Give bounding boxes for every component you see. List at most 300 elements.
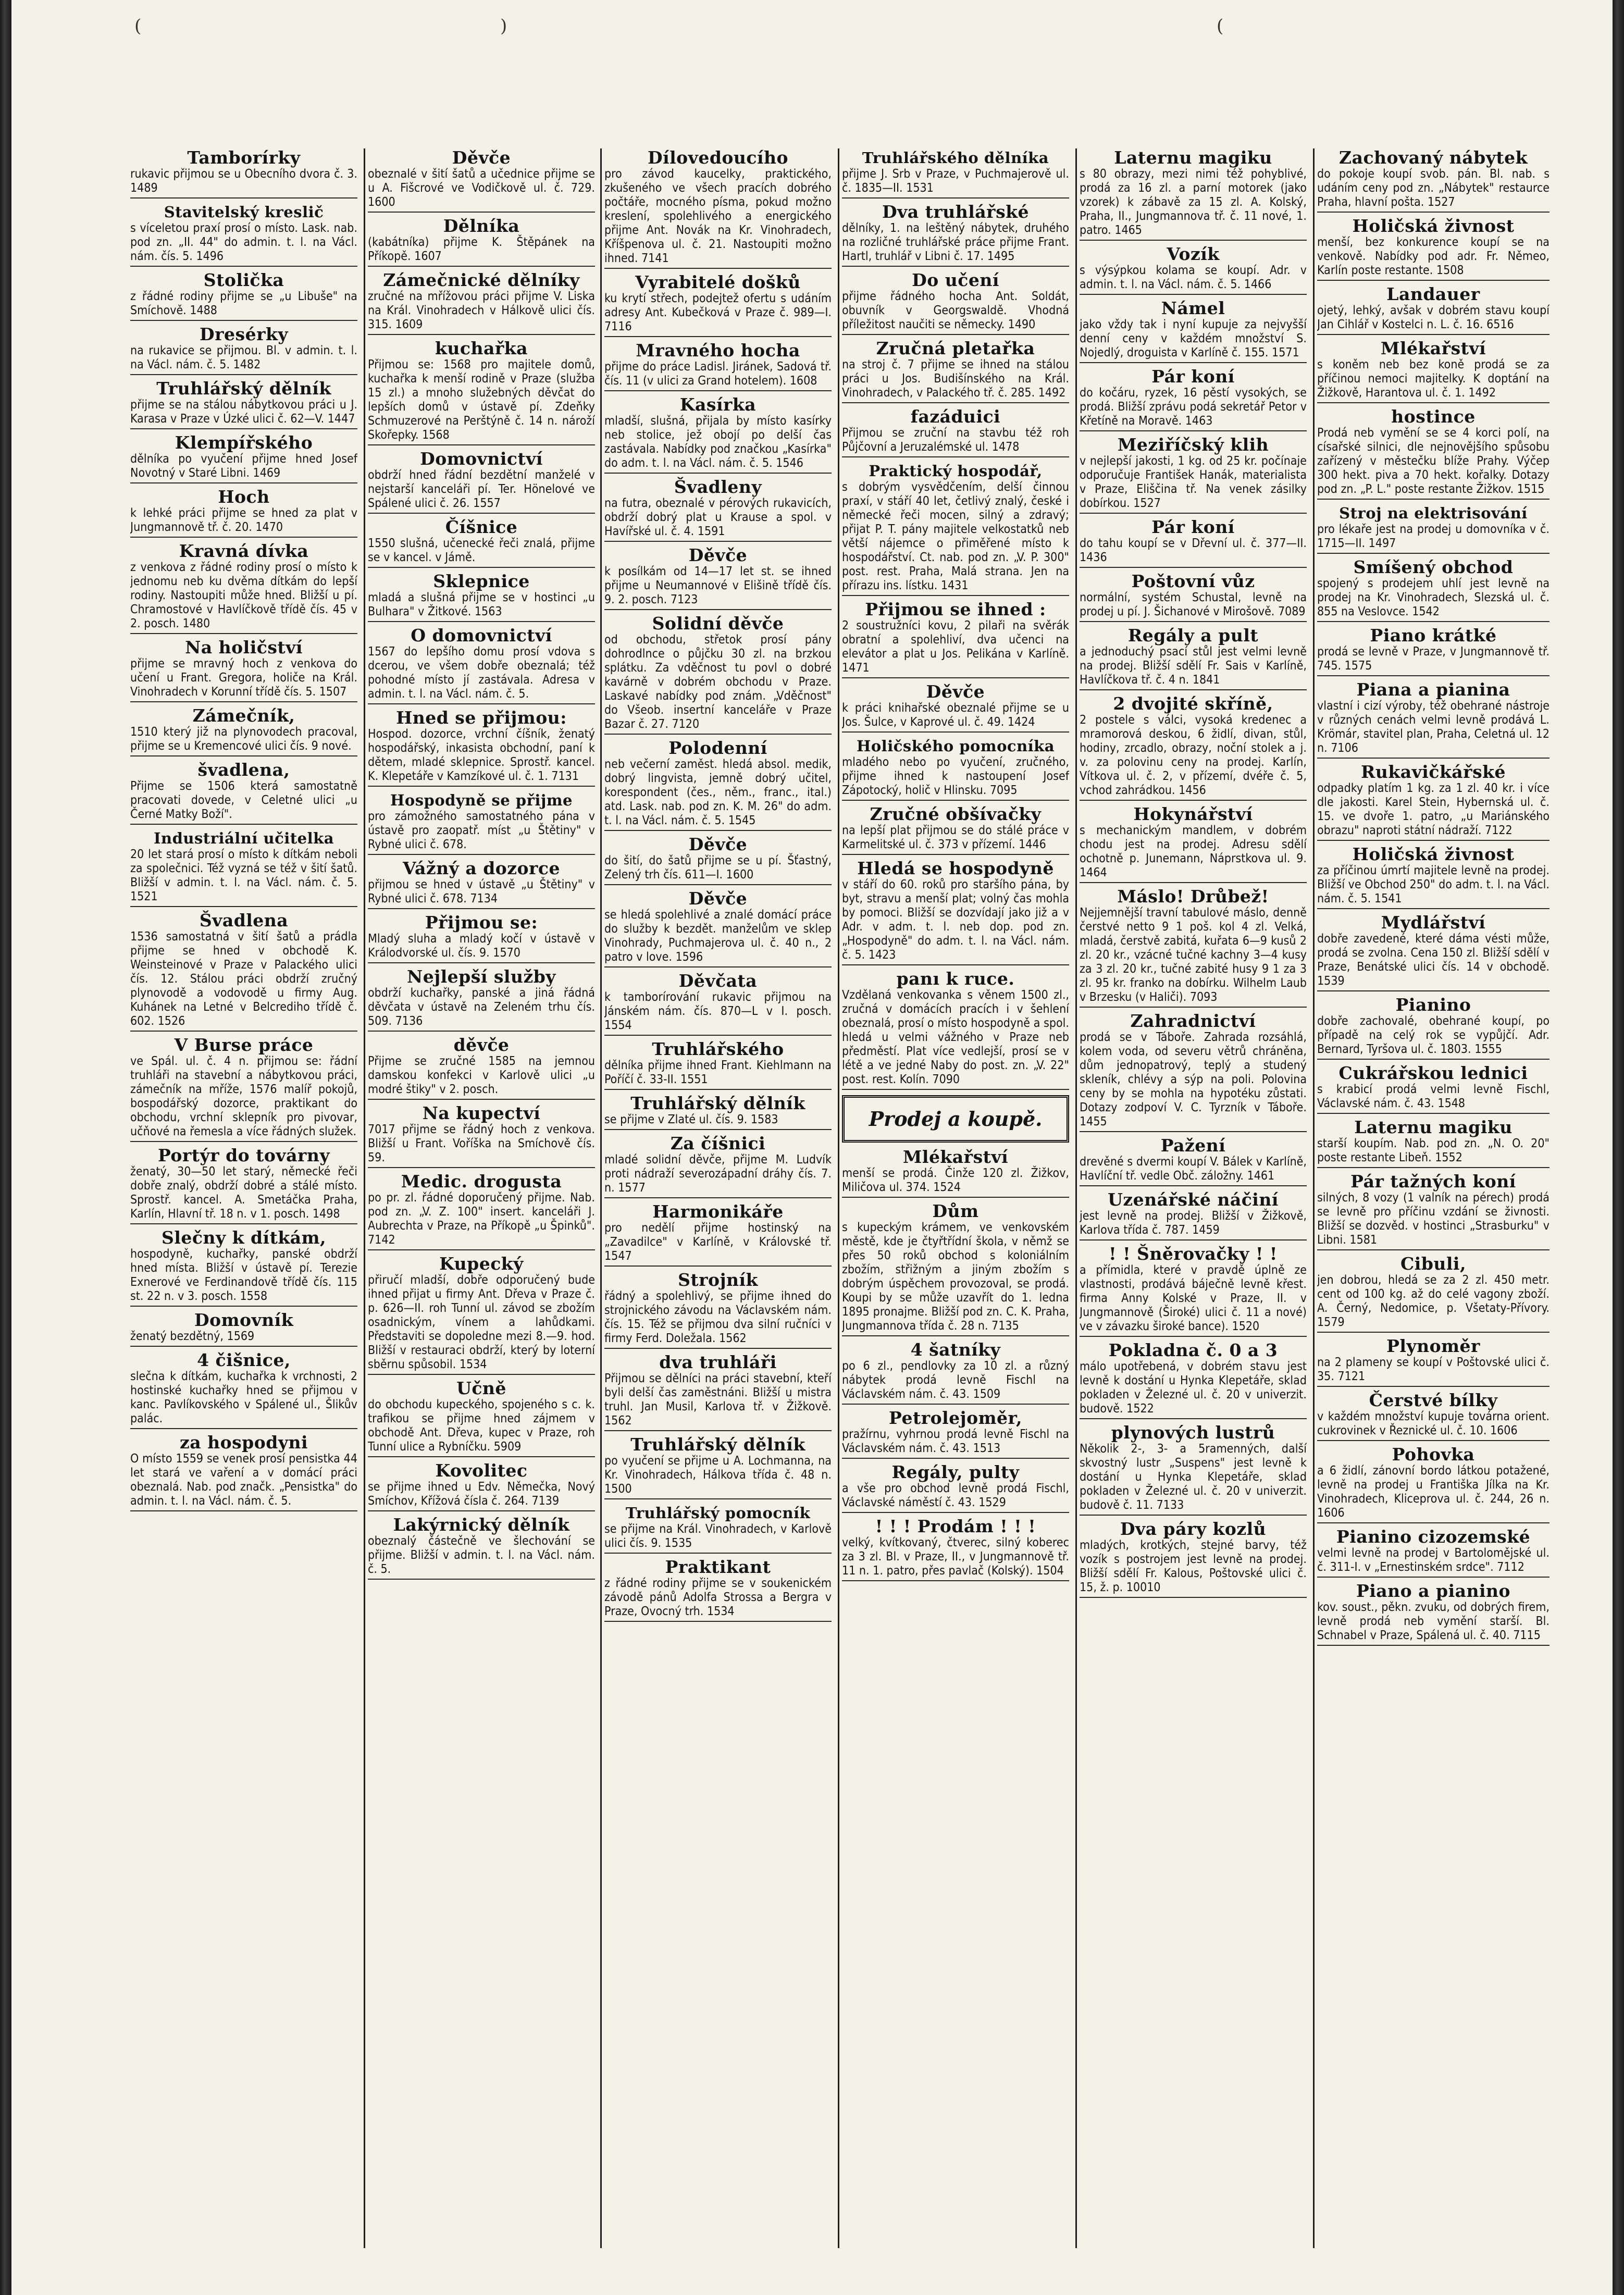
classified-ad — [130, 706, 357, 756]
ad-heading: Harmonikáře — [652, 1201, 784, 1222]
ad-separator — [368, 513, 595, 514]
ad-text: obdrží kuchařky, panské a jiná řádná děvčata v ústavě na Zeleném trhu čís. 509. 7136 — [368, 986, 595, 1028]
classified-ad — [130, 1311, 357, 1347]
classified-ad — [1317, 217, 1549, 281]
ad-text: 1550 slušná, učenecké řeči znalá, přijme se v kancel. v Jámě. — [368, 537, 595, 564]
classified-ad — [1317, 1528, 1549, 1578]
ad-heading: Děvče — [688, 834, 748, 854]
classified-ad — [368, 572, 595, 622]
ad-heading: Čerstvé bílky — [1369, 1390, 1498, 1410]
ad-heading: Polodenní — [668, 738, 767, 758]
ad-text: starší koupím. Nab. pod zn. „N. O. 20" poste restante Libeň. 1552 — [1317, 1137, 1549, 1164]
ad-heading: Hledá se hospodyně — [857, 858, 1054, 878]
ad-text: do tahu koupí se v Dřevní ul. č. 377—II. 1436 — [1080, 537, 1307, 564]
classified-ad — [1080, 1520, 1307, 1598]
ad-text: mladých, krotkých, stejné barvy, též vozík s postrojem jest levně na prodej. Bližší sdělí Fr. Kalous, Poštovské ulici č. 15, ž. p. 10010 — [1080, 1539, 1307, 1594]
classified-ad — [842, 1517, 1069, 1581]
ad-separator — [1080, 1239, 1307, 1240]
ad-separator — [842, 1335, 1069, 1336]
classified-ad — [842, 859, 1069, 965]
ad-separator — [604, 1197, 832, 1198]
ad-heading: O domovnictví — [411, 625, 552, 646]
classified-ad — [1317, 1255, 1549, 1333]
ad-heading: Vozík — [1167, 244, 1220, 264]
ad-separator — [842, 1089, 1069, 1090]
classified-ad — [1317, 1391, 1549, 1441]
ad-text: Prodá neb vymění se se 4 korci polí, na císařské silnici, dle nejnovějšího spůsobu zařízený v městečku blíže Prahy. Výčep 300 hekt. piva a 70 hekt. kořalky. Dotazy pod zn. „P. L." poste restante Žižkov. 1515 — [1317, 426, 1549, 496]
ad-heading: panı k ruce. — [896, 969, 1015, 989]
ad-heading: Piano krátké — [1370, 625, 1497, 646]
ad-separator — [842, 595, 1069, 596]
ad-text: 7017 přijme se řádný hoch z venkova. Bližší u Frant. Voříška na Smíchově čís. 59. — [368, 1123, 595, 1164]
ad-heading: Cibuli, — [1400, 1254, 1466, 1274]
ad-separator — [842, 854, 1069, 855]
classified-ad — [842, 1202, 1069, 1336]
ad-text: Nejjemnější travní tabulové máslo, denně čerstvé netto 9 1 poš. kol 4 zl. Velká, mladá, čerstvě zabitá, kuřata 6—9 kusů 2 zl. 20 kr., vzácné tučné kachny 3—4 kusy za 3 zl. 20 kr., tučné zabité husy 9 1 za 3 zl. 95 kr. franko na dobírku. Wilhelm Laub v Brzesku (v Haliči). 7093 — [1080, 906, 1307, 1004]
classified-ad — [368, 1516, 595, 1580]
ad-text: drevěné s dvermi koupí V. Bálek v Karlíně, Havlíční tř. vedle Obč. záložny. 1461 — [1080, 1155, 1307, 1183]
ad-heading: Laternu magiku — [1354, 1117, 1513, 1137]
classified-ad — [130, 1229, 357, 1307]
ad-heading: Nejlepší služby — [407, 966, 556, 987]
page-edge-right — [1613, 0, 1624, 2295]
classified-ad — [604, 1202, 832, 1267]
ad-separator — [1317, 908, 1549, 909]
ad-text: a vše pro obchod levně prodá Fischl, Václavské náměstí č. 43. 1529 — [842, 1482, 1069, 1509]
ad-heading: Poštovní vůz — [1131, 571, 1255, 591]
ad-heading: Zručná pletařka — [876, 338, 1035, 358]
ad-text: pro nedělí přijme hostinský na „Zavadilce" v Karlíně, v Královské tř. 1547 — [604, 1221, 832, 1263]
ad-separator — [368, 266, 595, 267]
ad-text: a přímidla, které v pravdě úplně ze vlastnosti, prodává báječně levně křest. firma Anny Kolské v Praze, II. v Jungmannově (Široké) ulici č. 11 a nové) ve v závazku široké bance). 1520 — [1080, 1263, 1307, 1333]
ad-separator — [1080, 567, 1307, 568]
ad-heading: Industriální učitelka — [153, 829, 334, 847]
ad-text: na futra, obeznalé v pérových rukavicích, obdrží dobrý plat u Krause a spol. v Havířské ul. č. 4. 1591 — [604, 497, 832, 538]
ad-separator — [1080, 1418, 1307, 1419]
ad-text: obdrží hned řádní bezdětní manželé v nejstarší kanceláři pí. Ter. Hönelové ve Spálené ulici č. 26. 1557 — [368, 468, 595, 510]
ad-text: 2 soustružníci kovu, 2 pilaři na svěrák obratní a spolehliví, dva učenci na elevátor a plat u Jos. Pelikána v Karlíně. 1471 — [842, 619, 1069, 675]
classified-ad — [1080, 299, 1307, 363]
ad-heading: Učně — [456, 1378, 506, 1398]
ad-heading: Děvče — [688, 545, 748, 565]
ad-heading: Praktikant — [665, 1557, 771, 1577]
ad-heading: Zámečník, — [192, 705, 295, 726]
classified-ad — [130, 271, 357, 321]
ad-separator — [604, 268, 832, 269]
ad-text: obeznalé v šití šatů a učednice přijme se u A. Fišcrové ve Vodičkově ul. č. 729. 1600 — [368, 167, 595, 209]
ad-separator — [1080, 1185, 1307, 1186]
ad-text: řádný a spolehlivý, se přijme ihned do strojnického závodu na Václavském nám. čís. 15. Též se přijmou dva silní ručníci v firmy Ferd. Doležala. 1562 — [604, 1289, 832, 1345]
ad-separator — [1080, 240, 1307, 241]
ad-heading: Dům — [932, 1201, 979, 1221]
ad-separator — [604, 830, 832, 831]
classified-ad — [130, 203, 357, 267]
ad-separator — [1317, 212, 1549, 213]
column-rule — [1075, 148, 1077, 2248]
ad-heading: Petrolejoměr, — [889, 1408, 1022, 1428]
ad-text: pro lékaře jest na prodej u domovníka v č. 1715—II. 1497 — [1317, 523, 1549, 550]
ad-separator — [842, 1580, 1069, 1581]
page-mark-mid: ) — [500, 16, 507, 36]
classified-ad — [1317, 680, 1549, 759]
classified-column-6 — [1317, 148, 1549, 2248]
ad-separator — [1317, 1332, 1549, 1333]
ad-heading: Truhlářský dělník — [630, 1434, 805, 1455]
ad-heading: Máslo! Drůbež! — [1117, 886, 1269, 907]
ad-separator — [1317, 1645, 1549, 1646]
ad-text: hospodyně, kuchařky, panské obdrží hned místa. Bližší v ústavě pí. Terezie Exnerové ve Ferdinandově třídě čís. 115 st. 22 n. v 3. posch. 1558 — [130, 1247, 357, 1303]
ad-separator — [130, 701, 357, 702]
ad-separator — [604, 1430, 832, 1431]
ad-heading: Lakýrnický dělník — [393, 1515, 570, 1535]
ad-text: odpadky platím 1 kg. za 1 zl. 40 kr. i více dle jakosti. Karel Stein, Hybernská ul. č. 15. ve dvoře 1. patro, „u Mariánského obrazu" naproti státní nádraží. 7122 — [1317, 781, 1549, 837]
ad-separator — [1080, 882, 1307, 883]
ad-heading: Zachovaný nábytek — [1338, 148, 1528, 168]
classified-ad — [1080, 1423, 1307, 1516]
ad-heading: Stolička — [203, 270, 284, 290]
ad-heading: Solidní děvče — [652, 613, 784, 634]
ad-heading: Piano a pianino — [1356, 1581, 1511, 1601]
ad-separator — [1317, 1059, 1549, 1060]
ad-text: dělníka po vyučení přijme hned Josef Novotný v Staré Libni. 1469 — [130, 452, 357, 480]
classified-ad — [604, 341, 832, 391]
ad-separator — [368, 962, 595, 963]
ad-separator — [842, 1458, 1069, 1459]
ad-heading: Hokynářství — [1133, 804, 1253, 824]
ad-text: pro zámožného samostatného pána v ústavě pro zaopatř. míst „u Štětiny" v Rybné ulici č. 678. — [368, 810, 595, 851]
ad-heading: Hned se přijmou: — [396, 708, 567, 728]
ad-text: ku krytí střech, podejtež ofertu s udáním adresy Ant. Kubečková v Praze č. 989—I. 7116 — [604, 292, 832, 333]
ad-separator — [368, 1167, 595, 1168]
ad-heading: Truhlářského dělníka — [862, 149, 1049, 167]
ad-text: se přijme na Král. Vinohradech, v Karlově ulici čís. 9. 1535 — [604, 1522, 832, 1550]
ad-separator — [1317, 990, 1549, 991]
ad-separator — [604, 541, 832, 542]
classified-ad — [1080, 518, 1307, 568]
classified-ad — [1317, 339, 1549, 403]
ad-text: s dobrým vysvědčením, delší činnou praxí, v stáří 40 let, četlivý znalý, české i německé řeči mocen, silný a zdravý; přijat P. T. pány majitele velkostatků neb větší nájemce o přiměřené místo k hospodářství. Ct. nab. pod zn. „V. P. 300" post. rest. Praha, Malá strana. Jen na přírazu ins. lístku. 1431 — [842, 480, 1069, 592]
ad-text: obeznalý částečně ve šlechování se přijme. Bližší v admin. t. l. na Václ. nám. č. 5. — [368, 1534, 595, 1576]
classified-ad — [604, 889, 832, 967]
ad-separator — [130, 197, 357, 199]
classified-ad — [842, 1148, 1069, 1198]
ad-heading: Dílovedoucího — [647, 148, 789, 168]
ad-heading: Přijmou se: — [425, 912, 538, 933]
classified-ad — [368, 626, 595, 704]
ad-separator — [604, 336, 832, 337]
classified-ad — [1317, 504, 1549, 554]
classified-ad — [1317, 1118, 1549, 1168]
ad-heading: Meziříčský klih — [1117, 435, 1269, 455]
classified-ad — [842, 148, 1069, 199]
classified-ad — [604, 739, 832, 831]
ad-heading: Plynoměr — [1386, 1336, 1480, 1356]
ad-text: kov. soust., pěkn. zvuku, od dobrých firem, levně prodá neb vymění starší. Bl. Schnabel v Praze, Spálená ul. č. 40. 7115 — [1317, 1601, 1549, 1642]
ad-heading: Pár koní — [1151, 517, 1235, 537]
classified-ad — [1080, 1245, 1307, 1337]
ad-text: ženatý, 30—50 let starý, německé řeči dobře znalý, obdrží dobré a stálé místo. Sprostř. kancel. A. Smetáčka Praha, Karlín, Hlavní tř. 18 n. v 1. posch. 1498 — [130, 1165, 357, 1221]
classified-ad — [368, 271, 595, 335]
column-rule — [600, 148, 602, 2248]
classified-ad — [368, 1255, 595, 1375]
classified-ad — [1317, 1064, 1549, 1114]
classified-ad — [1080, 572, 1307, 622]
ad-separator — [1080, 362, 1307, 363]
ad-heading: Kasírka — [679, 394, 757, 415]
classified-ad — [842, 1409, 1069, 1459]
ad-text: 1510 který již na plynovodech pracoval, přijme se u Kremencové ulici čís. 9 nové. — [130, 725, 357, 753]
ad-text: na 2 plameny se koupí v Poštovské ulici č. 35. 7121 — [1317, 1356, 1549, 1383]
classified-ad — [1080, 1341, 1307, 1419]
ad-text: s výsýpkou kolama se koupí. Adr. v admin. t. l. na Václ. nám. č. 5. 1466 — [1080, 264, 1307, 291]
ad-separator — [1080, 513, 1307, 514]
ad-heading: Zámečnické dělníky — [383, 270, 580, 290]
ad-text: Vzdělaná venkovanka s věnem 1500 zl., zručná v domácích pracích i v šehlení obeznalá, prosí o místo hospodyně a spol. hledá u velmi vážného v Praze neb předměstí. Plat více vedlejší, prosí se v létě a ve jedné Naby do post. zn. „V. 22" post. rest. Kolín. 7090 — [842, 988, 1069, 1086]
ad-heading: Truhlářský dělník — [630, 1093, 805, 1113]
classified-ad — [842, 462, 1069, 596]
ad-text: pro závod kaucelky, praktického, zkušeného ve všech pracích dobrého počtáře, mocného písma, pokud možno kreslení, spolehlivého a energického přijme Ant. Novák na Kr. Vinohradech, Kříšpenova ul. č. 21. Nastoupiti možno ihned. 7141 — [604, 167, 832, 265]
ad-separator — [1080, 689, 1307, 690]
classified-ad — [130, 379, 357, 429]
ad-heading: Rukavičkářské — [1360, 762, 1506, 782]
ad-separator — [368, 1510, 595, 1511]
ad-text: jest levně na prodej. Bližší v Žižkově, Karlova třída č. 787. 1459 — [1080, 1209, 1307, 1237]
ad-separator — [368, 1249, 595, 1250]
ad-separator — [1080, 294, 1307, 295]
classified-ad — [1317, 407, 1549, 500]
ad-text: s mechanickým mandlem, v dobrém chodu jest na prodej. Adresu sdělí ochotně p. Junemann, Náprstkova ul. 9. 1464 — [1080, 824, 1307, 879]
ad-separator — [1317, 621, 1549, 622]
ad-text: prodá se levně v Praze, v Jungmannově tř. 745. 1575 — [1317, 645, 1549, 673]
ad-separator — [842, 1404, 1069, 1405]
ad-separator — [1317, 840, 1549, 841]
ad-separator — [842, 266, 1069, 267]
ad-heading: Na holičství — [185, 637, 303, 658]
ad-text: velký, kvítkovaný, čtverec, silný koberec za 3 zl. Bl. v Praze, II., v Jungmannově tř. 11 n. 1. patro, přes pavlač (Kolský). 1504 — [842, 1536, 1069, 1578]
classified-ad — [368, 1461, 595, 1511]
ad-heading: Kravná dívka — [179, 541, 309, 561]
ad-separator — [368, 1579, 595, 1580]
ad-text: k práci knihařské obeznalé přijme se u Jos. Šulce, v Kaprové ul. č. 49. 1424 — [842, 701, 1069, 729]
ad-text: Přijme se zručné 1585 na jemnou damskou konfekci v Karlově ulici „u modré štiky" v 2. posch. — [368, 1055, 595, 1096]
ad-heading: Číšnice — [445, 517, 518, 537]
ad-text: Hospod. dozorce, vrchní číšník, ženatý hospodářský, inkasista obchodní, paní k dětem, mladé sklepnice. Sprostř. kancel. K. Klepetáře v Kamzíkové ul. č. 1. 7131 — [368, 727, 595, 783]
ad-text: 1567 do lepšího domu prosí vdova s dcerou, ve všem dobře obeznalá; též pohodné místo jí zastávala. Adresa v admin. t. l. na Václ. nám. č. 5. — [368, 645, 595, 701]
ad-text: za příčinou úmrtí majitele levně na prodej. Bližší ve Obchod 250" do adm. t. l. na Václ. nám. č. 5. 1541 — [1317, 864, 1549, 905]
ad-heading: Holičská živnost — [1352, 216, 1515, 236]
ad-separator — [604, 1266, 832, 1267]
classified-ad — [368, 1036, 595, 1100]
ad-text: málo upotřebená, v dobrém stavu jest levně k dostání u Hynka Klepetáře, sklad pokladen v Železné ul. č. 20 v univerzit. budově. 1522 — [1080, 1360, 1307, 1416]
ad-text: v stáří do 60. roků pro staršího pána, by byt, stravu a menší plat; volný čas mohla by pomoci. Bližší se dozvídají jako již a v Adr. v adm. t. l. neb dop. pod zn. „Hospodyně" do adm. t. l. na Václ. nám. č. 5. 1423 — [842, 878, 1069, 962]
ad-text: mladé solidní děvče, přijme M. Ludvík proti nádraží severozápadní dráhy čís. 7. n. 1577 — [604, 1153, 832, 1195]
classified-ad — [1080, 367, 1307, 431]
classified-ad — [1317, 626, 1549, 676]
ad-separator — [604, 390, 832, 391]
ad-heading: Hospodyně se přijme — [390, 791, 573, 809]
ad-separator — [368, 908, 595, 909]
ad-text: po pr. zl. řádné doporučený přijme. Nab. pod zn. „V. Z. 100" insert. kanceláři J. Aubrechta v Praze, na Příkopě „u Špinků". 7142 — [368, 1191, 595, 1247]
ad-heading: Dva truhlářské — [882, 202, 1030, 222]
ad-separator — [604, 1498, 832, 1499]
classified-ad — [1080, 1190, 1307, 1240]
classified-ad — [130, 1433, 357, 1511]
ad-heading: Švadlena — [199, 910, 289, 931]
ad-text: a jednoduchý psací stůl jest velmi levně na prodej. Bližší sdělí Fr. Sais v Karlíně, Havlíčkova tř. č. 4 n. 1841 — [1080, 645, 1307, 687]
ad-text: přijmou se hned v ústavě „u Štětiny" v Rybné ulici č. 678. 7134 — [368, 878, 595, 905]
ad-heading: dva truhláři — [659, 1352, 777, 1372]
classified-ad — [130, 829, 357, 907]
ad-separator — [604, 1348, 832, 1349]
ad-separator — [1317, 1249, 1549, 1250]
ad-text: na lepší plat přijmou se do stálé práce v Karmelitské ul. č. 373 v přízemí. 1446 — [842, 824, 1069, 851]
ad-heading: Truhlářský dělník — [156, 378, 331, 399]
ad-heading: Kupecký — [439, 1254, 524, 1274]
ad-heading: Za číšnici — [670, 1133, 766, 1153]
ad-heading: Pianino — [1395, 995, 1471, 1015]
ad-heading: Vážný a dozorce — [402, 858, 561, 878]
classified-ad — [130, 148, 357, 199]
ad-separator — [604, 1553, 832, 1554]
ad-separator — [842, 677, 1069, 678]
ad-text: slečna k dítkám, kuchařka k vrchnosti, 2 hostinské kuchařky hned se přijmou v kanc. Pavlíkovského v Spálené ul., Šlikův palác. — [130, 1370, 357, 1425]
ad-separator — [604, 966, 832, 967]
ad-separator — [1317, 1386, 1549, 1387]
ad-text: 20 let stará prosí o místo k dítkám neboli za společnici. Též vyzná se též v šití šatů. Bližší v admin. t. l. na Václ. nám. č. 5. 1521 — [130, 848, 357, 903]
classified-ad — [130, 761, 357, 825]
classified-ad — [1080, 805, 1307, 883]
ad-text: spojený s prodejem uhlí jest levně na prodej na Kr. Vinohradech, Slezská ul. č. 855 na Veslovce. 1542 — [1317, 577, 1549, 618]
ad-text: s kupeckým krámem, ve venkovském městě, kde je čtyřtřídní škola, v němž se přes 50 roků obchod s koloniálním zbožím, střižným a jiným zbožím s dobrým úspěchem provozoval, se prodá. Koupi by se může uzavřít do 1. ledna 1895 pronajme. Bližší pod zn. C. K. Praha, Jungmannova třída č. 28 n. 7135 — [842, 1221, 1069, 1333]
ad-heading: Domovník — [194, 1310, 294, 1330]
page-mark-left: ( — [134, 16, 142, 36]
ad-heading: Děvče — [688, 888, 748, 909]
ad-heading: Sklepnice — [433, 571, 530, 591]
ad-heading: Hoch — [218, 487, 270, 507]
classified-ad — [604, 972, 832, 1036]
ad-text: Několik 2-, 3- a 5ramenných, další skvostný lustr „Suspens" jest levně k dostání u Hynka Klepetáře, sklad pokladen v Železné ul. č. 20 v univerzit. budově č. 11. 7133 — [1080, 1442, 1307, 1512]
classified-ad — [1080, 1012, 1307, 1132]
classified-ad — [1317, 1337, 1549, 1387]
ad-separator — [1317, 1522, 1549, 1523]
ad-heading: kuchařka — [435, 338, 528, 358]
ad-text: se hledá spolehlivé a znalé domácí práce do služby k bezdět. manželům ve sklep Vinohrady, Puchmajerova ul. č. 40 n., 2 patro v love. 1596 — [604, 908, 832, 964]
ad-separator — [1317, 1440, 1549, 1441]
ad-heading: Regály a pult — [1127, 625, 1259, 646]
classified-ad — [604, 1134, 832, 1198]
ad-separator — [130, 1031, 357, 1032]
classified-ad — [604, 1271, 832, 1349]
ad-heading: Regály, pulty — [891, 1462, 1020, 1482]
ad-heading: ! ! Šněrovačky ! ! — [1109, 1244, 1278, 1264]
ad-heading: Dva páry kozlů — [1120, 1519, 1267, 1539]
ad-text: pražírnu, vyhrnou prodá levně Fischl na Václavském nám. č. 43. 1513 — [842, 1428, 1069, 1455]
ad-text: s koněm neb bez koně prodá se za příčinou nemoci majitelky. K doptání na Žižkově, Harantova ul. č. 1. 1492 — [1317, 358, 1549, 400]
ad-text: prodá se v Táboře. Zahrada rozsáhlá, kolem voda, od severu větrů chráněna, dům jednopatrový, teplý a studený skleník, chlévy a sýp na poli. Polovina ceny by se mohla na hypotéku zůstati. Dotazy zodpoví V. C. Tyrzník v Táboře. 1455 — [1080, 1031, 1307, 1128]
ad-text: od obchodu, střetok prosí pány dohrodlnce o půjčku 30 zl. na brzkou splátku. Za vděčnost tu povl o dobré kavárně v dobrém obchodu v Praze. Laskavé nabídky pod znám. „Vděčnost" do Všeob. insertní kanceláře v Praze Bazar č. 27. 7120 — [604, 633, 832, 731]
classified-column-1 — [130, 148, 357, 2248]
ad-heading: Truhlářský pomocník — [625, 1504, 811, 1522]
classified-ad — [368, 1172, 595, 1250]
classified-ad — [1080, 887, 1307, 1008]
ad-heading: Vyrabitelé došků — [635, 272, 801, 292]
classified-ad — [130, 1351, 357, 1429]
ad-heading: Tamborírky — [187, 148, 301, 168]
ad-separator — [1080, 1336, 1307, 1337]
ad-heading: Mlékařství — [1380, 338, 1486, 358]
ad-text: dělníky, 1. na leštěný nábytek, druhého na rozličné truhlářské práce přijme Frant. Hartl, truhlář v Libni č. 17. 1495 — [842, 221, 1069, 263]
ad-separator — [1080, 800, 1307, 801]
classified-ad — [130, 911, 357, 1032]
ad-separator — [842, 1197, 1069, 1198]
ad-heading: Na kupectví — [422, 1103, 541, 1123]
classified-ad — [368, 913, 595, 963]
ad-heading: Domovnictví — [420, 449, 543, 469]
ad-separator — [604, 1129, 832, 1130]
ad-text: (kabátníka) přijme K. Štěpánek na Příkopě. 1607 — [368, 235, 595, 263]
ad-separator — [368, 1456, 595, 1457]
ad-separator — [842, 334, 1069, 335]
ad-text: k lehké práci přijme se hned za plat v Jungmannově tř. č. 20. 1470 — [130, 506, 357, 534]
ad-text: silných, 8 vozy (1 valník na pérech) prodá se levně pro příčinu vzdání se živnosti. Bližší se dozvěd. v hostinci „Strasburku" v Libni. 1581 — [1317, 1191, 1549, 1247]
ad-text: přijme řádného hocha Ant. Soldát, obuvník v Georgswaldě. Vhodná příležitost naučiti se německy. 1490 — [842, 290, 1069, 331]
ad-text: dělníka přijme ihned Frant. Kiehlmann na Poříčí č. 33-II. 1551 — [604, 1059, 832, 1086]
classified-ad — [842, 737, 1069, 801]
ad-text: se přijme ihned u Edv. Němečka, Nový Smíchov, Křížová čísla č. 264. 7139 — [368, 1480, 595, 1508]
ad-separator — [130, 374, 357, 375]
ad-text: Přijmou se zruční na stavbu též roh Půjčovní a Jeruzalémské ul. 1478 — [842, 426, 1069, 454]
classified-column-5 — [1080, 148, 1307, 2248]
ad-separator — [1317, 553, 1549, 554]
ad-text: z řádné rodiny přijme se „u Libuše" na Smíchově. 1488 — [130, 290, 357, 317]
classified-ad — [1080, 245, 1307, 295]
ad-text: k posílkám od 14—17 let st. se ihned přijme u Neumannové v Elišině třídě čís. 9. 2. posch. 7123 — [604, 565, 832, 606]
classified-ad — [130, 1146, 357, 1224]
classified-ad — [1317, 1582, 1549, 1646]
classified-ad — [368, 518, 595, 568]
ad-text: 1536 samostatná v šití šatů a prádla přijme se hned v obchodě K. Weinsteinové v Praze v Palackého ulici čís. 12. Stálou práci obdrží zručný plynovodě a vodovodě u firmy Aug. Kuhánek na Letné v Belcrediho třídě č. 602. 1526 — [130, 930, 357, 1028]
ad-heading: Zahradnictví — [1130, 1011, 1256, 1031]
ad-heading: Smíšený obchod — [1353, 557, 1514, 577]
ad-heading: Uzenářské náčiní — [1108, 1189, 1279, 1210]
ad-heading: Švadleny — [674, 477, 762, 497]
classified-ad — [368, 217, 595, 267]
ad-separator — [1317, 1577, 1549, 1578]
classified-column-4 — [842, 148, 1069, 2248]
ad-heading: Holičského pomocníka — [856, 737, 1055, 755]
ad-separator — [368, 854, 595, 855]
ad-heading: Landauer — [1386, 284, 1480, 304]
ad-separator — [604, 473, 832, 474]
ad-separator — [604, 1621, 832, 1622]
ad-separator — [130, 1306, 357, 1307]
ad-text: přijme se mravný hoch z venkova do učení u Frant. Gregora, holiče na Král. Vinohradech v Korunní třídě čís. 5. 1507 — [130, 657, 357, 699]
ad-heading: Laternu magiku — [1114, 148, 1272, 168]
classified-ad — [604, 1094, 832, 1130]
ad-separator — [1317, 499, 1549, 500]
ad-text: Přijme se 1506 která samostatně pracovati dovede, v Celetné ulici „u Černé Matky Boží". — [130, 779, 357, 821]
classified-ad — [604, 1040, 832, 1090]
ad-text: ve Spál. ul. č. 4 n. přijmou se: řádní truhláři na stavební a nábytkovou práci, zámečník na mříže, 1576 malíř pokojů, bospodářský dozorce, praktikant do obchodu, vrchní sklepník pro pivovar, učňové na řemesla a více řádných služek. — [130, 1055, 357, 1138]
ad-separator — [842, 197, 1069, 199]
ad-text: do pokoje koupí svob. pán. Bl. nab. s udáním ceny pod zn. „Nábytek" restaurce Praha, hlavní pošta. 1527 — [1317, 167, 1549, 209]
ad-text: velmi levně na prodej v Bartolomějské ul. č. 311-I. v „Ernestinském srdce". 7112 — [1317, 1546, 1549, 1574]
ad-text: dobře zachovalé, obehrané koupí, po případě na celý rok se vypůjčí. Adr. Bernard, Tyršova ul. č. 1803. 1555 — [1317, 1014, 1549, 1056]
ad-text: mladého nebo po vyučení, zručného, přijme ihned k nastoupení Josef Zápotocký, holič v Hlinsku. 7095 — [842, 755, 1069, 797]
classified-ad — [842, 1463, 1069, 1513]
ad-heading: V Burse práce — [174, 1035, 314, 1055]
classified-ad — [604, 273, 832, 337]
